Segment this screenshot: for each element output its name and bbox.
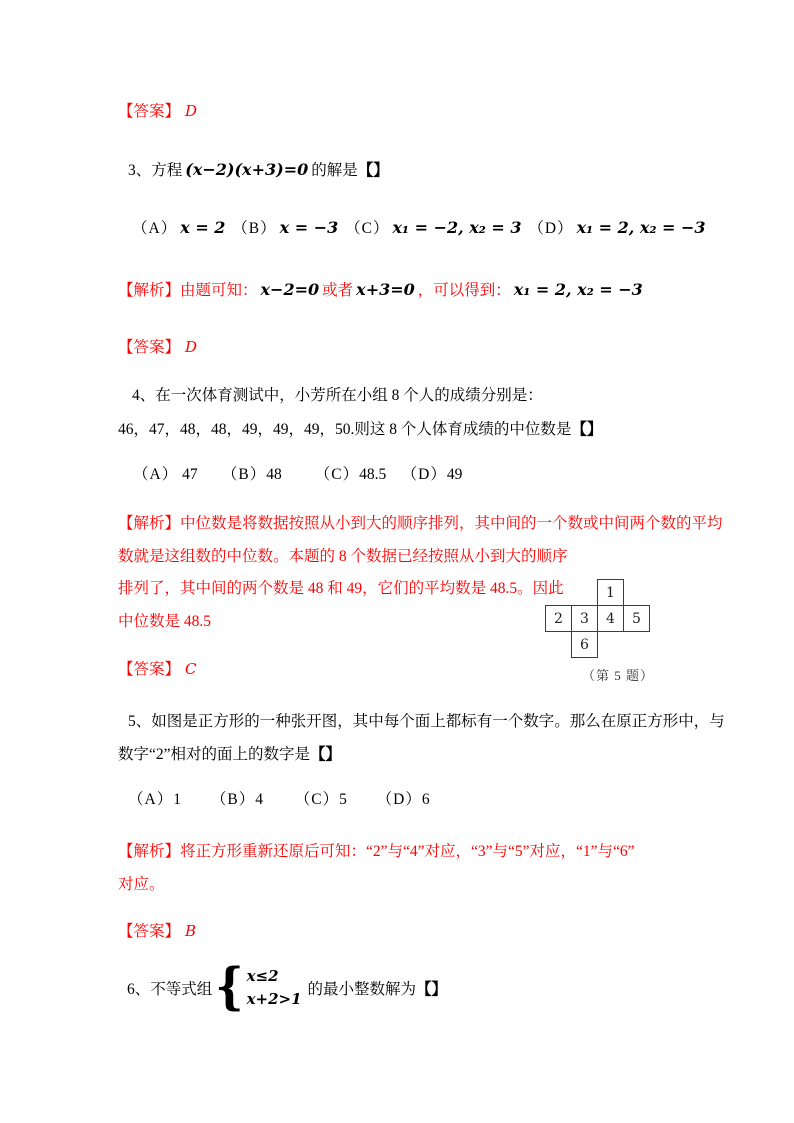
option-a-value: 47 bbox=[182, 466, 198, 483]
option-d-math: x₁ = 2, x₂ = −3 bbox=[576, 218, 706, 237]
option-d-label: （D） bbox=[401, 466, 447, 483]
q3-analysis-seg1: 【解析】由题可知： bbox=[118, 282, 258, 299]
option-a-math: x = 2 bbox=[180, 218, 226, 237]
option-b-value: 48 bbox=[266, 466, 282, 483]
option-b bbox=[222, 464, 311, 485]
analysis-line-q4-4 bbox=[118, 611, 211, 632]
q6-prefix: 6、不等式组 bbox=[127, 981, 213, 998]
question-4-title-line1 bbox=[132, 385, 543, 406]
q3-analysis-seg2: 或者 bbox=[322, 282, 354, 299]
option-c-label: （C） bbox=[345, 220, 390, 237]
analysis-line-q4-3 bbox=[118, 578, 564, 599]
q6-suffix-brackets: 【】 bbox=[416, 981, 448, 998]
option-b-value: 4 bbox=[255, 791, 263, 808]
q4-line2-brackets: 【】 bbox=[571, 421, 603, 438]
option-c-label: （C） bbox=[314, 466, 360, 483]
question-6-title bbox=[127, 958, 448, 1016]
option-b-label: （B） bbox=[210, 791, 256, 808]
inequality-top: x≤2 bbox=[246, 967, 279, 985]
q3-analysis-math2: x+3=0 bbox=[356, 280, 415, 299]
inequality-system bbox=[245, 965, 304, 1011]
analysis-line-q4-1 bbox=[118, 513, 723, 534]
q4-analysis-text-4: 中位数是 48.5 bbox=[118, 613, 212, 630]
question-4-options bbox=[133, 464, 462, 485]
option-d bbox=[528, 217, 708, 239]
q4-analysis-text-3: 排列了，其中间的两个数是 48 和 49，它们的平均数是 48.5。因此 bbox=[118, 580, 564, 597]
question-5-title-line2 bbox=[118, 744, 341, 765]
option-b-label: （B） bbox=[221, 466, 267, 483]
q3-title-math: (x−2)(x+3)=0 bbox=[185, 160, 309, 179]
q3-title-suffix: 的解是 bbox=[311, 162, 358, 179]
option-d-label: （D） bbox=[376, 791, 422, 808]
answer-label: 【答案】 bbox=[118, 923, 181, 940]
option-d bbox=[402, 464, 463, 485]
cube-cell-5: 5 bbox=[623, 605, 650, 632]
inequality-bottom: x+2>1 bbox=[246, 990, 302, 1008]
option-a-label: （A） bbox=[128, 791, 174, 808]
analysis-line-q4-2 bbox=[118, 546, 568, 567]
question-5-title-line1 bbox=[128, 711, 725, 732]
answer-line-q4 bbox=[118, 659, 197, 680]
q3-title-brackets: 【】 bbox=[357, 162, 389, 179]
q5-line1-text: 5、如图是正方形的一种张开图，其中每个面上都标有一个数字。那么在原正方形中，与 bbox=[128, 713, 725, 730]
analysis-line-q5-2 bbox=[118, 874, 165, 895]
q3-analysis-math1: x−2=0 bbox=[260, 280, 320, 299]
option-b bbox=[211, 789, 291, 810]
q5-analysis-text-1: 【解析】将正方形重新还原后可知：“2”与“4”对应，“3”与“5”对应，“1”与“6” bbox=[118, 843, 635, 860]
brace-icon: { bbox=[215, 958, 244, 1016]
option-a bbox=[132, 217, 228, 239]
option-d-value: 6 bbox=[421, 791, 430, 808]
q6-suffix: 的最小整数解为 bbox=[307, 981, 417, 998]
option-a-label: （A） bbox=[132, 220, 178, 237]
q4-analysis-text-1: 【解析】中位数是将数据按照从小到大的顺序排列，其中间的一个数或中间两个数的平均 bbox=[118, 515, 723, 532]
q3-title-prefix: 3、方程 bbox=[128, 162, 183, 179]
answer-label: 【答案】 bbox=[118, 103, 181, 120]
option-c-math: x₁ = −2, x₂ = 3 bbox=[392, 218, 522, 237]
cube-cell-4: 4 bbox=[597, 605, 624, 632]
option-d-label: （D） bbox=[528, 220, 574, 237]
answer-letter: D bbox=[185, 338, 198, 356]
option-c-value: 5 bbox=[339, 791, 347, 808]
option-c bbox=[345, 217, 524, 239]
option-c-label: （C） bbox=[294, 791, 340, 808]
diagram-caption: （第 5 题） bbox=[581, 668, 654, 683]
analysis-line-q3 bbox=[118, 279, 646, 301]
answer-label: 【答案】 bbox=[118, 661, 181, 678]
analysis-line-q5-1 bbox=[118, 841, 635, 862]
answer-line-q2 bbox=[118, 101, 197, 122]
q3-analysis-math3: x₁ = 2, x₂ = −3 bbox=[513, 280, 643, 299]
answer-label: 【答案】 bbox=[118, 339, 181, 356]
option-d-value: 49 bbox=[446, 466, 463, 483]
q4-analysis-text-2: 数就是这组数的中位数。本题的 8 个数据已经按照从小到大的顺序 bbox=[118, 548, 568, 565]
option-b-label: （B） bbox=[232, 220, 277, 237]
answer-letter: D bbox=[185, 102, 198, 120]
q5-line2-brackets: 【】 bbox=[310, 746, 342, 763]
cube-cell-1: 1 bbox=[597, 579, 624, 606]
question-4-title-line2 bbox=[118, 419, 602, 440]
q5-line2-text: 数字“2”相对的面上的数字是 bbox=[118, 746, 311, 763]
cube-cell-3: 3 bbox=[571, 605, 598, 632]
q4-line2-text: 46，47，48，48，49，49，49，50.则这 8 个人体育成绩的中位数是 bbox=[118, 421, 572, 438]
option-c-value: 48.5 bbox=[359, 466, 387, 483]
option-a bbox=[133, 464, 218, 485]
q5-analysis-text-2: 对应。 bbox=[118, 876, 165, 893]
cube-cell-2: 2 bbox=[545, 605, 572, 632]
option-c bbox=[295, 789, 373, 810]
answer-letter: C bbox=[185, 660, 197, 678]
q3-analysis-seg3: ，可以得到： bbox=[417, 282, 511, 299]
q4-line1-text: 4、在一次体育测试中，小芳所在小组 8 个人的成绩分别是： bbox=[132, 387, 543, 404]
answer-line-q3 bbox=[118, 337, 197, 358]
option-d bbox=[377, 789, 430, 810]
question-3-options bbox=[132, 217, 709, 239]
question-3-title bbox=[128, 159, 389, 181]
option-c bbox=[315, 464, 398, 485]
cube-cell-6: 6 bbox=[571, 631, 598, 658]
option-a bbox=[128, 789, 207, 810]
option-b-math: x = −3 bbox=[279, 218, 339, 237]
option-a-label: （A） bbox=[133, 466, 179, 483]
answer-letter: B bbox=[185, 922, 197, 940]
answer-line-q5 bbox=[118, 921, 196, 942]
option-a-value: 1 bbox=[173, 791, 181, 808]
option-b bbox=[232, 217, 341, 239]
question-5-options bbox=[128, 789, 430, 810]
cube-net-diagram bbox=[545, 579, 685, 684]
